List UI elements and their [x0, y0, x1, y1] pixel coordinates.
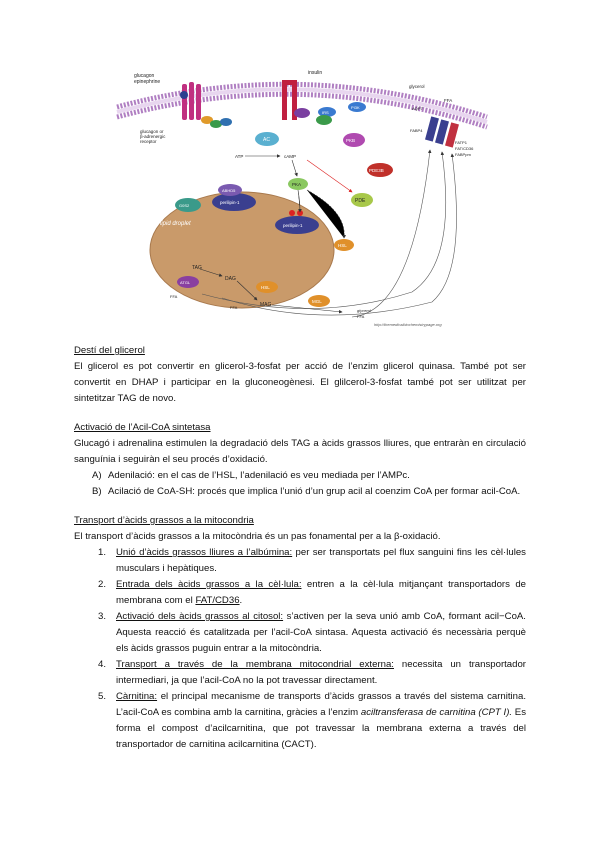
label-abhd5: ABHD5 [222, 188, 236, 193]
label-pi3k: PI3K [351, 105, 360, 110]
label-ffa-1: FFA [170, 294, 178, 299]
step-text: entren a la cèl·lula mitjançant transportadors de membrana com el [116, 579, 527, 606]
section-title-acylcoa: Activació de l’Acil-CoA sintetasa [74, 422, 211, 433]
section-text-glycerol: El glicerol es pot convertir en glicerol-3-fosfat per acció de l’enzim glicerol quinasa. També pot ser convertit en DHAP i participar en la gluconeogènesi. El glilcerol-3-fosfat també pot ser utilitzat per sintetitzar TAG de novo. [74, 361, 526, 404]
label-hsl-free: HSL [338, 243, 347, 248]
label-fat-cd36: FAT/CD36 [455, 146, 474, 151]
label-ffa-2: FFA [230, 305, 238, 310]
label-perilipin-b: perilipin-1 [283, 223, 303, 228]
list-marker: B) [92, 486, 102, 497]
label-fatp1: FATP1 [455, 140, 467, 145]
membrane-transporters [425, 116, 459, 147]
section-title-glycerol: Destí del glicerol [74, 345, 145, 356]
label-irs: IRS [322, 110, 329, 115]
label-glucagon: glucagon [134, 73, 155, 79]
list-item [74, 468, 526, 484]
label-mag: MAG [260, 302, 272, 308]
step-tail: . [239, 595, 243, 606]
label-camp: cAMP [284, 154, 297, 159]
label-beta-receptor: β-adrenergic [140, 134, 166, 139]
label-glycerol: glycerol [409, 84, 425, 89]
list-item [74, 484, 526, 500]
list-item [74, 545, 526, 577]
label-tag: TAG [192, 265, 202, 271]
label-lipid-droplet: lipid droplet [160, 221, 191, 227]
step-head: Entrada dels àcids grassos a la cèl·lula: [116, 579, 302, 590]
label-receptor: receptor [140, 139, 157, 144]
label-pkb: PKB [346, 138, 356, 143]
label-ac: AC [263, 137, 270, 143]
label-ffa-bottom: FFA [357, 314, 365, 319]
list-item [74, 689, 526, 753]
list-marker: 4. [98, 659, 107, 670]
label-fabp: FABPpm [455, 152, 471, 157]
step-head: Activació dels àcids grassos al citosol: [116, 611, 284, 622]
label-atgl: ATGL [180, 280, 191, 285]
label-aqp7: AQP7 [412, 106, 423, 111]
list-marker: 5. [98, 691, 107, 702]
list-item [74, 657, 526, 689]
lipolysis-diagram [112, 62, 492, 332]
label-perilipin-a: perilipin-1 [220, 200, 240, 205]
list-marker: 3. [98, 611, 107, 622]
fat-cd36-link[interactable]: FAT/CD36 [195, 595, 240, 606]
label-pde3b: PDE3B [369, 168, 384, 173]
label-g0s2: G0S2 [179, 203, 190, 208]
lipolysis-diagram-svg [112, 62, 492, 332]
step-head: Transport a través de la membrana mitocondrial externa: [116, 659, 394, 670]
figure-source-url: http://themedicalbiochemistrypage.org [374, 322, 442, 327]
step-text: s’activen per la seva unió amb CoA, formant acil−CoA. Aquesta reacció és catalitzada per l’acil-CoA sintasa. Aquesta activació és necessària perquè els àcids grassos puguin entrar a la mitocòndria. [116, 611, 526, 654]
label-atp: ATP [235, 154, 244, 159]
label-epinephrine: epinephrine [134, 79, 161, 85]
step-head: Càrnitina: [116, 691, 158, 702]
label-dag: DAG [225, 276, 236, 282]
label-insulin: insulin [308, 70, 323, 76]
label-glucagon-receptor: glucagon or [140, 129, 164, 134]
section-title-transport: Transport d’àcids grassos a la mitocondria [74, 515, 254, 526]
transport-steps-list [74, 545, 526, 753]
label-hsl: HSL [261, 285, 270, 290]
step-italic: aciltransferasa de carnitina (CPT I). [360, 707, 513, 718]
step-text: per ser transportats pel flux sanguini fins les cèl·lules musculars i hepàtiques. [116, 547, 526, 574]
list-text: Acilació de CoA-SH: procés que implica l’unió d’un grup acil al coenzim CoA per formar acil-CoA. [108, 486, 521, 497]
gpcr-receptor [180, 82, 201, 120]
list-marker: A) [92, 470, 102, 481]
list-item [74, 609, 526, 657]
list-item [74, 577, 526, 609]
step-text: necessita un transportador intermediari, ja que l’acil-CoA no la pot travessar directament. [116, 659, 527, 686]
list-marker: 2. [98, 579, 107, 590]
label-glycerol-bottom: glycerol [357, 308, 371, 313]
label-pde: PDE [355, 198, 366, 204]
acylcoa-list [74, 468, 526, 500]
label-pka: PKA [292, 182, 302, 187]
label-fabp4: FABP4 [410, 128, 423, 133]
label-ffa-top: FFA [444, 98, 453, 103]
step-text: el principal mecanisme de transports d’àcids grassos a través del sistema carnitina. L’acil-CoA es combina amb la carnitina, gràcies a l’enzim [116, 691, 526, 718]
section-intro-transport: El transport d’àcids grassos a la mitocòndria és un pas fonamental per a la β-oxidació. [74, 531, 441, 542]
document-body [74, 343, 526, 753]
section-intro-acylcoa: Glucagó i adrenalina estimulen la degradació dels TAG a àcids grassos lliures, que entraràn en circulació sanguínia i seguiràn el seu procés d’oxidació. [74, 438, 526, 465]
label-mgl: MGL [312, 299, 322, 304]
list-marker: 1. [98, 547, 107, 558]
step-tail: Es forma el compost d’acilcarnitina, que pot travessar la membrana externa a través del transportador de carnitina acilcarnitina (CACT). [116, 707, 526, 750]
step-head: Unió d’àcids grassos lliures a l’albúmina: [116, 547, 293, 558]
list-text: Adenilació: en el cas de l’HSL, l’adenilació es veu mediada per l’AMPc. [108, 470, 410, 481]
